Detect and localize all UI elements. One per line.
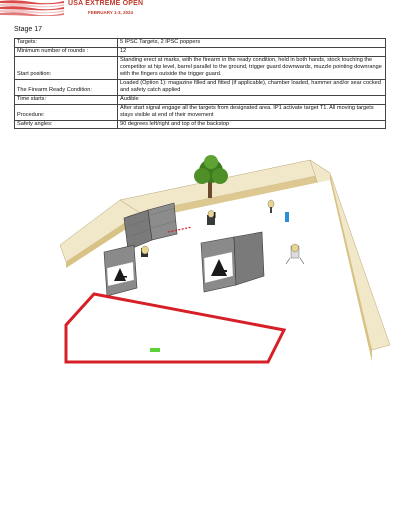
row-value: 12 [118, 47, 386, 56]
row-key: Procedure: [15, 104, 118, 120]
usa-flag-icon [0, 0, 64, 16]
paper-target-back-center [207, 211, 216, 226]
table-row [15, 79, 386, 95]
row-key: Time starts: [15, 95, 118, 104]
row-key: Start position: [15, 56, 118, 79]
wall-panel-front-left [104, 245, 137, 296]
paper-target-center [141, 246, 149, 257]
start-marker [150, 348, 160, 352]
stage-title: Stage 17 [14, 26, 43, 33]
table-row [15, 47, 386, 56]
stage-info-table [14, 38, 386, 129]
row-value: After start signal engage all the targets from designated area. IP1 activate target T1. All moving targets stays visible at end of their movement [118, 104, 386, 120]
row-value: 90 degrees left/right and top of the backstop [118, 120, 386, 129]
table-row [15, 120, 386, 129]
row-value: 5 IPSC Targets, 2 IPSC poppers [118, 39, 386, 48]
table-row [15, 56, 386, 79]
row-key: The Firearm Ready Condition: [15, 79, 118, 95]
row-key: Safety angles: [15, 120, 118, 129]
row-value: Audible [118, 95, 386, 104]
table-row [15, 95, 386, 104]
row-value: Loaded (Option 1): magazine filled and fitted (if applicable), chamber loaded, hammer and/or sear cocked and safety catch applied [118, 79, 386, 95]
row-key: Minimum number of rounds : [15, 47, 118, 56]
table-row [15, 39, 386, 48]
event-logo [58, 0, 146, 20]
stage-diagram [60, 152, 390, 372]
row-value: Standing erect at marks, with the firearm in the ready condition, held in both hands, stock touching the competitor at hip level, barrel parallel to the ground, trigger guard downwards, muzzle pointing downrange with the fingers outside the trigger guard. [118, 56, 386, 79]
logo-date: FEBRUARY 1-3, 2024 [88, 10, 134, 15]
logo-title: USA EXTREME OPEN [68, 0, 144, 7]
table-row [15, 104, 386, 120]
page-header [0, 0, 400, 22]
row-key: Targets: [15, 39, 118, 48]
blue-post-right [285, 212, 289, 222]
